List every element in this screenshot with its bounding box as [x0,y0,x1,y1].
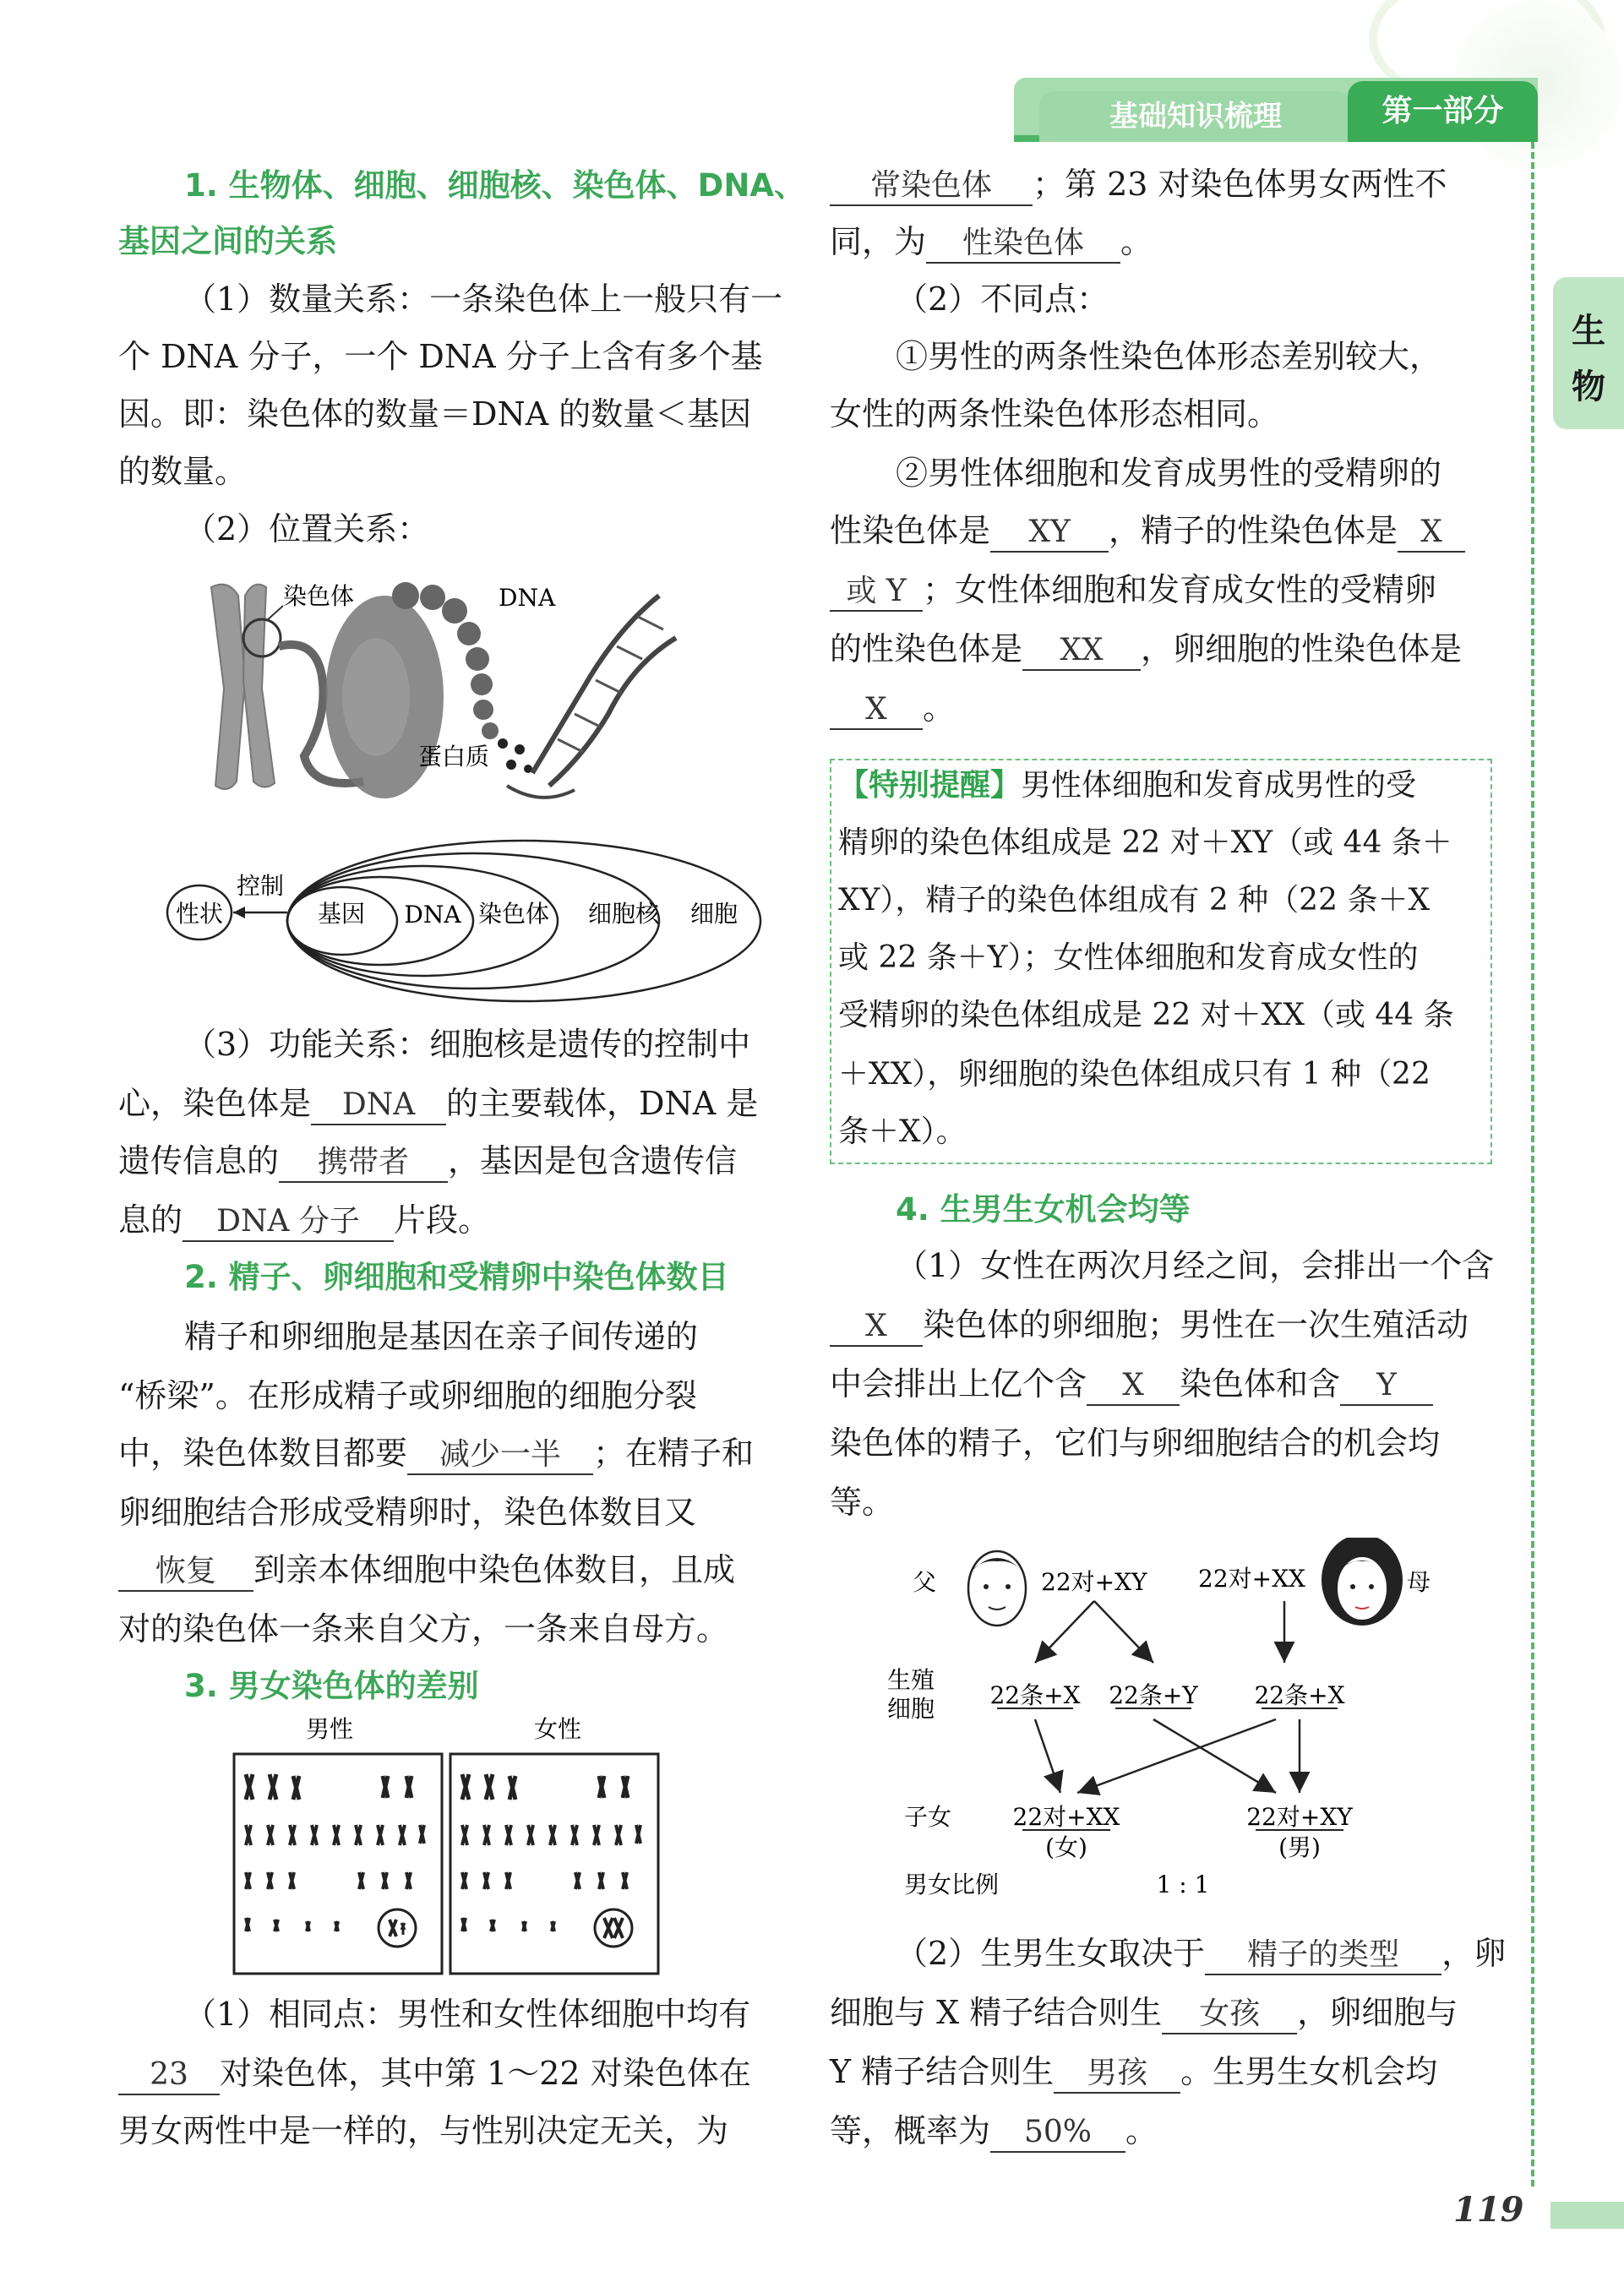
text-line: X 染色体的卵细胞；男性在一次生殖活动 [830,1306,1469,1347]
diagram-father-chr: 22对+XY [1041,1568,1147,1596]
nested-ellipse-diagram [127,836,769,1014]
footer-tab [1550,2202,1624,2229]
text-line: ②男性体细胞和发育成男性的受精卵的 [896,455,1442,492]
text-line: 常染色体 ；第 23 对染色体男女两性不 [830,166,1447,206]
answer-blank: XX [1022,632,1141,671]
ellipse-label-trait: 性状 [175,900,224,928]
fig-label-protein: 蛋白质 [418,743,490,771]
text-line: 23 对染色体，其中第 1～22 对染色体在 [118,2055,751,2095]
ellipse-label-nucleus: 细胞核 [587,900,660,928]
text-line: Y 精子结合则生 男孩 。生男生女机会均 [830,2053,1437,2094]
text-line: 染色体的精子，它们与卵细胞结合的机会均 [830,1424,1441,1462]
diagram-gamete-x: 22条+X [989,1681,1081,1709]
text-line: ①男性的两条性染色体形态差别较大， [896,338,1442,375]
text-line: 男女两性中是一样的，与性别决定无关，为 [118,2112,729,2149]
diagram-mother: 母 [1407,1568,1431,1596]
chromosome-dna-figure [186,562,727,807]
section-4-title: 4. 生男生女机会均等 [896,1191,1191,1228]
text-line: （1）女性在两次月经之间，会排出一个含 [896,1247,1495,1284]
text-line: 个 DNA 分子，一个 DNA 分子上含有多个基 [118,338,763,375]
text-line: ＋XX），卵细胞的染色体组成只有 1 种（22 [838,1057,1431,1092]
section-2-title: 2. 精子、卵细胞和受精卵中染色体数目 [184,1259,729,1295]
page-number: 119 [1453,2190,1524,2230]
answer-blank: X [1398,514,1465,553]
text-line: 精卵的染色体组成是 22 对＋XY（或 44 条＋ [838,825,1452,860]
answer-blank: XY [990,514,1109,553]
special-reminder-label: 【特别提醒】 [838,768,1022,803]
answer-blank: 男孩 [1054,2055,1180,2094]
diagram-ratio: 1 : 1 [1156,1871,1210,1898]
diagram-mother-chr: 22对+XX [1198,1565,1305,1593]
answer-blank: 恢复 [118,1553,253,1592]
answer-blank: X [830,691,923,730]
fig-label-dna: DNA [499,584,556,612]
ellipse-label-dna: DNA [404,901,461,929]
text-line: （2）不同点： [896,280,1109,318]
section-1-title-cont: 基因之间的关系 [118,223,337,259]
karyotype-label-male: 男性 [305,1715,354,1743]
text-line: 性染色体是 XY ，精子的性染色体是 X [830,512,1465,553]
text-line: 【特别提醒】男性体细胞和发育成男性的受 [838,768,1417,803]
text-line: 对的染色体一条来自父方，一条来自母方。 [118,1610,729,1648]
margin-dashed-line [1531,142,1534,2187]
text-line: 受精卵的染色体组成是 22 对＋XX（或 44 条 [838,998,1454,1032]
diagram-child-girl-sex: (女) [1045,1833,1087,1861]
answer-blank: 常染色体 [830,167,1033,206]
text-line: 同，为 性染色体 。 [830,223,1153,264]
sex-determination-diagram [879,1538,1487,1909]
diagram-child-label: 子女 [904,1803,952,1831]
text-line: （3）功能关系：细胞核是遗传的控制中 [184,1026,751,1063]
text-line: 中会排出上亿个含 X 染色体和含 Y [830,1365,1433,1406]
answer-blank: 或 Y [830,573,923,612]
text-line: 因。即：染色体的数量＝DNA 的数量＜基因 [118,395,752,433]
text-line: 女性的两条性染色体形态相同。 [830,395,1280,433]
diagram-ratio-label: 男女比例 [904,1871,1000,1898]
answer-blank: 携带者 [279,1144,448,1183]
text-line: 中，染色体数目都要 减少一半 ；在精子和 [118,1435,754,1475]
side-tab-char-1: 生 [1572,312,1605,351]
text-line: “桥梁”。在形成精子或卵细胞的细胞分裂 [118,1377,697,1414]
text-line: （2）位置关系： [184,510,430,547]
diagram-gamete-label: 生殖 [887,1666,935,1694]
answer-blank: DNA 分子 [183,1203,394,1242]
text-line: 的数量。 [118,453,248,490]
text-line: XY），精子的染色体组成有 2 种（22 条＋X [838,883,1431,918]
text-line: 卵细胞结合形成受精卵时，染色体数目又 [118,1494,697,1531]
father-face-icon [968,1551,1026,1626]
text-line: 的性染色体是 XX ，卵细胞的性染色体是 [830,630,1462,671]
text-line: （1）数量关系：一条染色体上一般只有一 [184,280,783,318]
text-line: （2）生男生女取决于 精子的类型 ，卵 [896,1935,1506,1975]
text-line: 等，概率为 50% 。 [830,2112,1158,2153]
answer-blank: 性染色体 [926,225,1120,264]
answer-blank: DNA [311,1087,446,1125]
header-tab-part-one: 第一部分 [1348,81,1538,142]
diagram-father: 父 [913,1568,937,1596]
section-3-title: 3. 男女染色体的差别 [184,1668,479,1704]
text-line: 或 22 条＋Y）；女性体细胞和发育成女性的 [838,940,1419,975]
text-line: 恢复 到亲本体细胞中染色体数目，且成 [118,1551,735,1592]
text-line: 或 Y ；女性体细胞和发育成女性的受精卵 [830,571,1436,612]
answer-blank: Y [1340,1367,1433,1406]
answer-blank: 女孩 [1162,1996,1297,2034]
karyotype-figure [232,1707,672,1977]
text-line: 等。 [830,1484,895,1521]
ellipse-label-control: 控制 [236,872,285,900]
diagram-child-girl: 22对+XX [1012,1803,1120,1831]
text-line: 心，染色体是 DNA 的主要载体，DNA 是 [118,1085,758,1125]
answer-blank: 23 [118,2056,220,2095]
answer-blank: 50% [990,2114,1125,2153]
side-tab-char-2: 物 [1572,368,1605,406]
diagram-gamete-label-2: 细胞 [887,1695,935,1723]
diagram-child-boy: 22对+XY [1246,1803,1353,1831]
diagram-gamete-egg: 22条+X [1254,1681,1345,1709]
ellipse-label-gene: 基因 [317,900,366,928]
fig-label-chromosome: 染色体 [283,582,355,610]
text-line: 遗传信息的 携带者 ，基因是包含遗传信 [118,1142,737,1183]
text-line: 条＋X）。 [838,1114,967,1149]
answer-blank: X [830,1308,923,1347]
section-1-title: 1. 生物体、细胞、细胞核、染色体、DNA、 [184,167,805,204]
diagram-child-boy-sex: (男) [1278,1833,1321,1861]
text-line: X 。 [830,689,955,730]
mother-face-icon [1322,1538,1403,1626]
header-tab-basic-knowledge: 基础知识梳理 [1039,91,1352,142]
answer-blank: 减少一半 [407,1436,593,1475]
text-line: 精子和卵细胞是基因在亲子间传递的 [184,1318,699,1355]
answer-blank: 精子的类型 [1205,1936,1441,1975]
ellipse-label-cell: 细胞 [689,900,738,928]
text-line: 息的 DNA 分子 片段。 [118,1201,490,1242]
text-line: （1）相同点：男性和女性体细胞中均有 [184,1996,751,2033]
diagram-gamete-y: 22条+Y [1109,1681,1198,1709]
text-line: 细胞与 X 精子结合则生 女孩 ，卵细胞与 [830,1994,1458,2034]
ellipse-label-chromosome: 染色体 [477,900,550,928]
karyotype-label-female: 女性 [533,1715,582,1743]
answer-blank: X [1087,1367,1180,1406]
